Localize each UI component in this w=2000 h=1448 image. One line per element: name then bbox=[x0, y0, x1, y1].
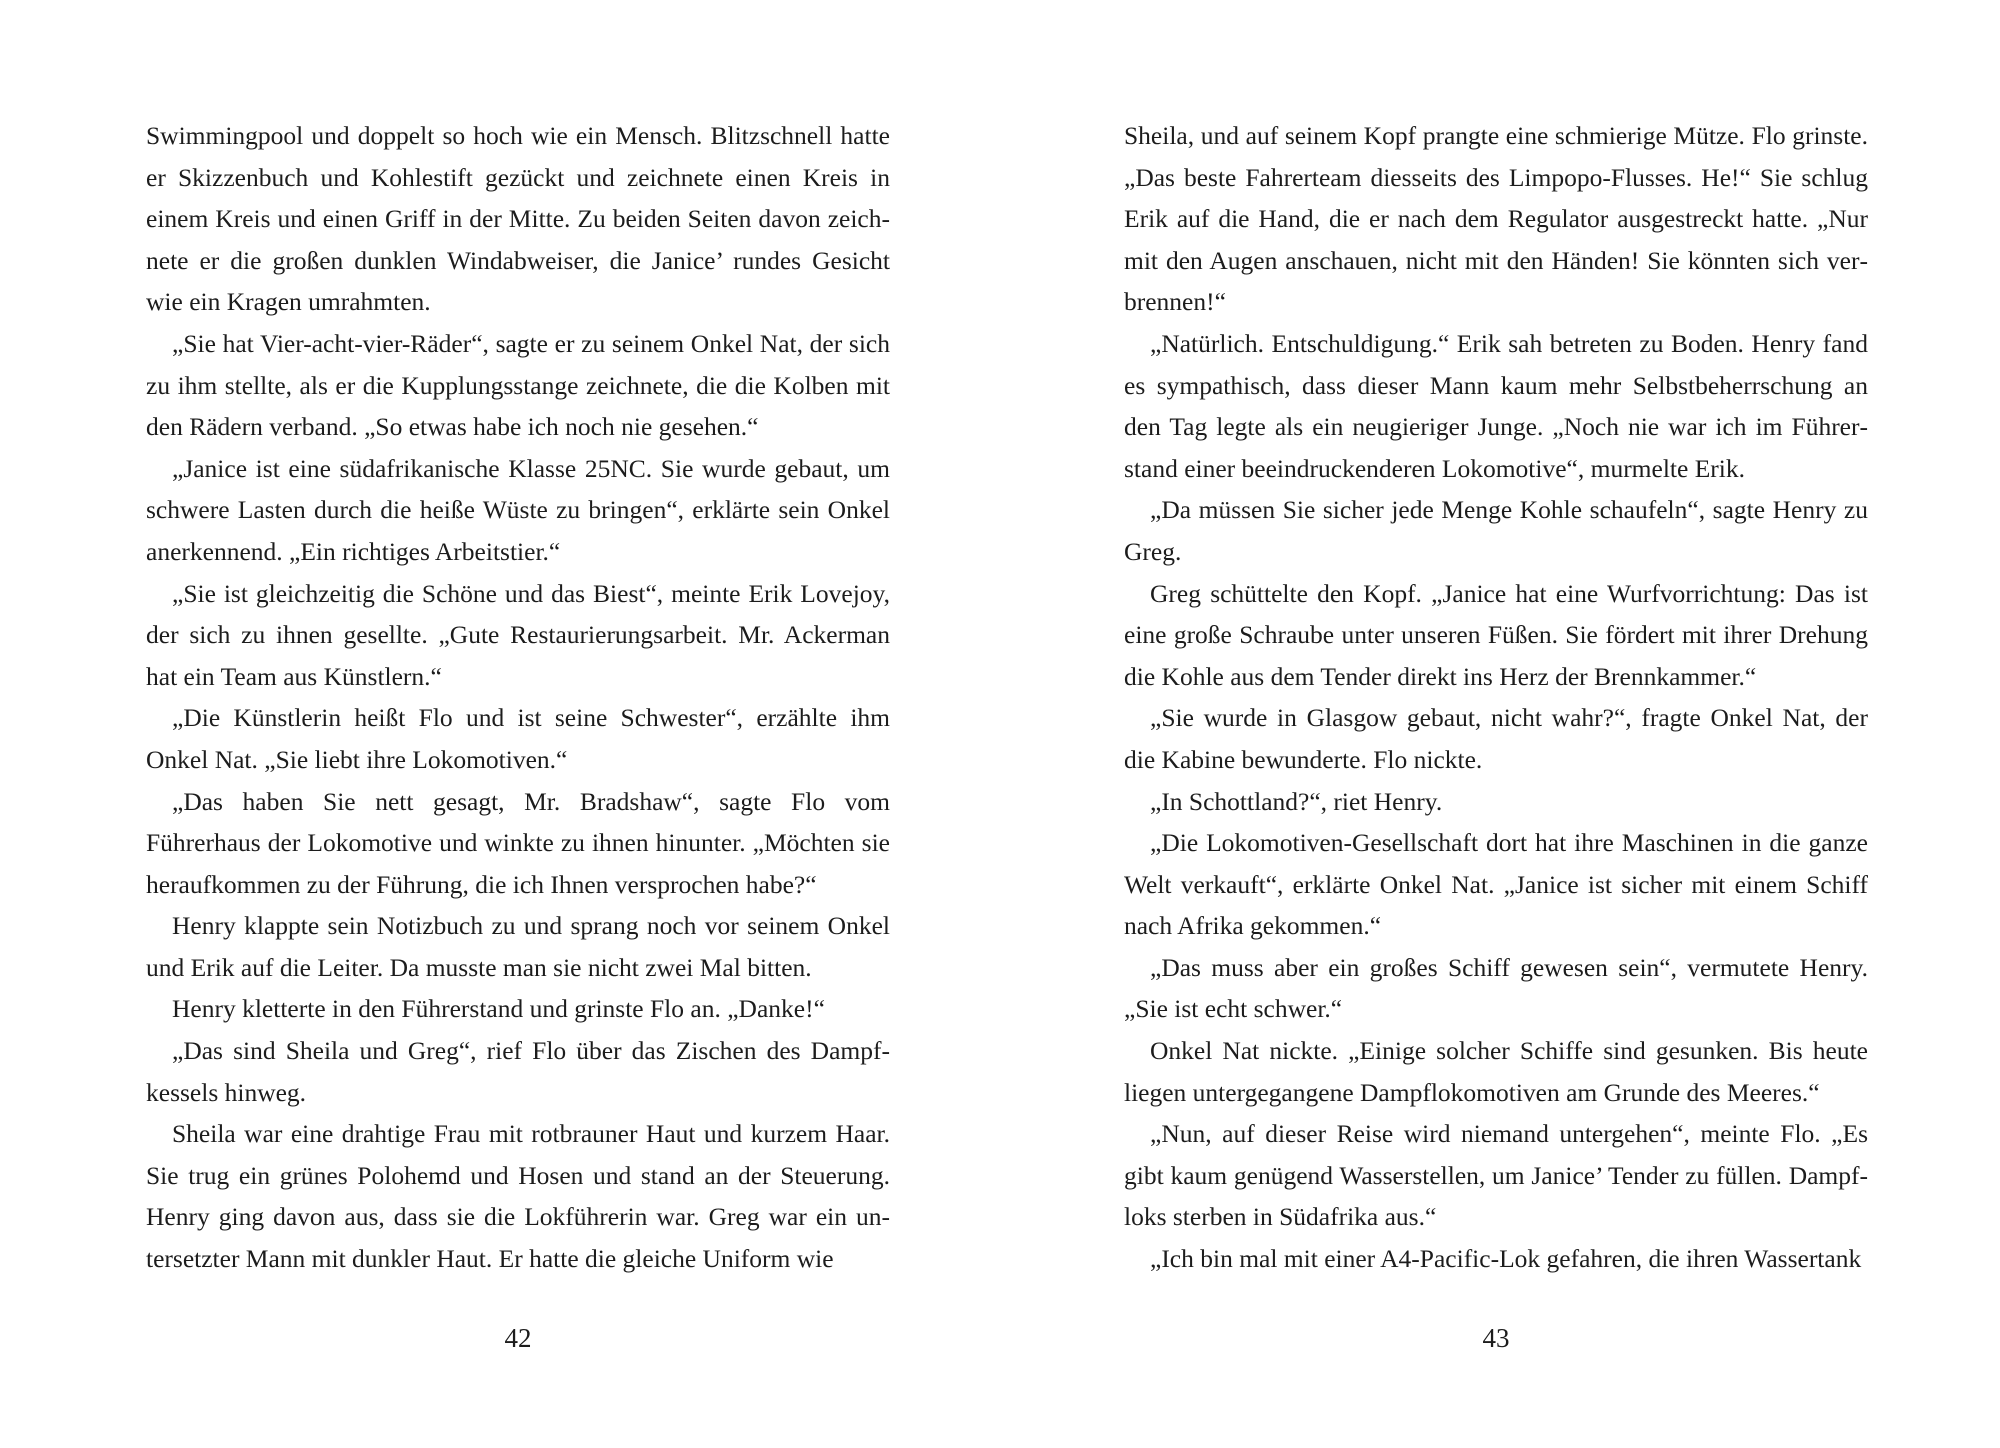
paragraph: „Das haben Sie nett gesagt, Mr. Bradshaw“, sagte Flo vom Führerhaus der Lokomotive und winkte zu ihnen hinunter. „Möchten sie heraufkommen zu der Führung, die ich Ihnen versprochen habe?“ bbox=[146, 786, 890, 899]
paragraph: Sheila, und auf seinem Kopf prangte eine schmierige Mütze. Flo grinste. „Das beste Fahrerteam diesseits des Limpopo-Flusses. He!“ Sie schlug Erik auf die Hand, die er nach dem Regulator ausgestreckt hatte. „Nur mit den Augen anschauen, nicht mit den Händen! Sie könnten sich verbrennen!“ bbox=[1124, 121, 1868, 317]
paragraph: Greg schüttelte den Kopf. „Janice hat eine Wurfvorrichtung: Das ist eine große Schraube unter unseren Füßen. Sie fördert mit ihrer Drehung die Kohle aus dem Tender direkt ins Herz der Brennkammer.“ bbox=[1124, 578, 1868, 691]
page-number-right: 43 bbox=[1482, 1323, 1510, 1353]
paragraph: Henry klappte sein Notizbuch zu und sprang noch vor seinem Onkel und Erik auf die Leiter. Da musste man sie nicht zwei Mal bitten. bbox=[146, 911, 890, 982]
paragraph: „Sie ist gleichzeitig die Schöne und das Biest“, meinte Erik Lovejoy, der sich zu ihnen gesellte. „Gute Restaurierungsarbeit. Mr. Ackerman hat ein Team aus Künstlern.“ bbox=[146, 578, 890, 691]
paragraph: „Natürlich. Entschuldigung.“ Erik sah betreten zu Boden. Henry fand es sympathisch, dass dieser Mann kaum mehr Selbstbeherrschung an den Tag legte als ein neugieriger Junge. „Noch nie war ich im Führerstand einer beeindruckenderen Lokomotive“, murmelte Erik. bbox=[1124, 328, 1868, 483]
paragraph: „Da müssen Sie sicher jede Menge Kohle schaufeln“, sagte Henry zu Greg. bbox=[1124, 495, 1868, 566]
left-page-text bbox=[146, 115, 890, 1280]
right-page bbox=[1124, 115, 1868, 1415]
paragraph: „Sie hat Vier-acht-vier-Räder“, sagte er zu seinem Onkel Nat, der sich zu ihm stellte, als er die Kupplungsstange zeichnete, die die Kolben mit den Rädern verband. „So etwas habe ich noch nie gesehen.“ bbox=[146, 328, 890, 442]
paragraph: „In Schottland?“, riet Henry. bbox=[1150, 786, 1443, 816]
left-page bbox=[146, 115, 890, 1415]
paragraph: „Sie wurde in Glasgow gebaut, nicht wahr?“, fragte Onkel Nat, der die Kabine bewunderte. Flo nickte. bbox=[1124, 703, 1868, 774]
paragraph: „Das sind Sheila und Greg“, rief Flo über das Zischen des Dampfkessels hinweg. bbox=[146, 1036, 890, 1107]
paragraph: „Ich bin mal mit einer A4-Pacific-Lok gefahren, die ihren Wassertank bbox=[1150, 1244, 1862, 1274]
paragraph: „Janice ist eine südafrikanische Klasse 25NC. Sie wurde gebaut, um schwere Lasten durch die heiße Wüste zu bringen“, erklärte sein Onkel anerkennend. „Ein richtiges Arbeitstier.“ bbox=[146, 453, 890, 566]
paragraph: „Nun, auf dieser Reise wird niemand untergehen“, meinte Flo. „Es gibt kaum genügend Wasserstellen, um Janice’ Tender zu füllen. Dampfloks sterben in Südafrika aus.“ bbox=[1124, 1119, 1868, 1232]
page-number-left: 42 bbox=[504, 1323, 532, 1353]
paragraph: Onkel Nat nickte. „Einige solcher Schiffe sind gesunken. Bis heute liegen untergegangene Dampflokomotiven am Grunde des Meeres.“ bbox=[1124, 1036, 1868, 1107]
paragraph: Swimmingpool und doppelt so hoch wie ein Mensch. Blitzschnell hatte er Skizzenbuch und Kohlestift gezückt und zeichnete einen Kreis in einem Kreis und einen Griff in der Mitte. Zu beiden Seiten davon zeichnete er die großen dunklen Windabweiser, die Janice’ rundes Gesicht wie ein Kragen umrahmten. bbox=[146, 121, 890, 317]
paragraph: „Die Künstlerin heißt Flo und ist seine Schwester“, erzählte ihm Onkel Nat. „Sie liebt ihre Lokomotiven.“ bbox=[146, 703, 890, 774]
paragraph: Henry kletterte in den Führerstand und grinste Flo an. „Danke!“ bbox=[172, 994, 825, 1024]
paragraph: „Das muss aber ein großes Schiff gewesen sein“, vermutete Henry. „Sie ist echt schwer.“ bbox=[1124, 952, 1868, 1024]
right-page-text bbox=[1124, 115, 1868, 1280]
paragraph: „Die Lokomotiven-Gesellschaft dort hat ihre Maschinen in die ganze Welt verkauft“, erklärte Onkel Nat. „Janice ist sicher mit einem Schiff nach Afrika gekommen.“ bbox=[1124, 828, 1868, 941]
paragraph: Sheila war eine drahtige Frau mit rotbrauner Haut und kurzem Haar. Sie trug ein grünes Polohemd und Hosen und stand an der Steuerung. Henry ging davon aus, dass sie die Lokführerin war. Greg war ein untersetzter Mann mit dunkler Haut. Er hatte die gleiche Uniform wie bbox=[146, 1119, 890, 1274]
